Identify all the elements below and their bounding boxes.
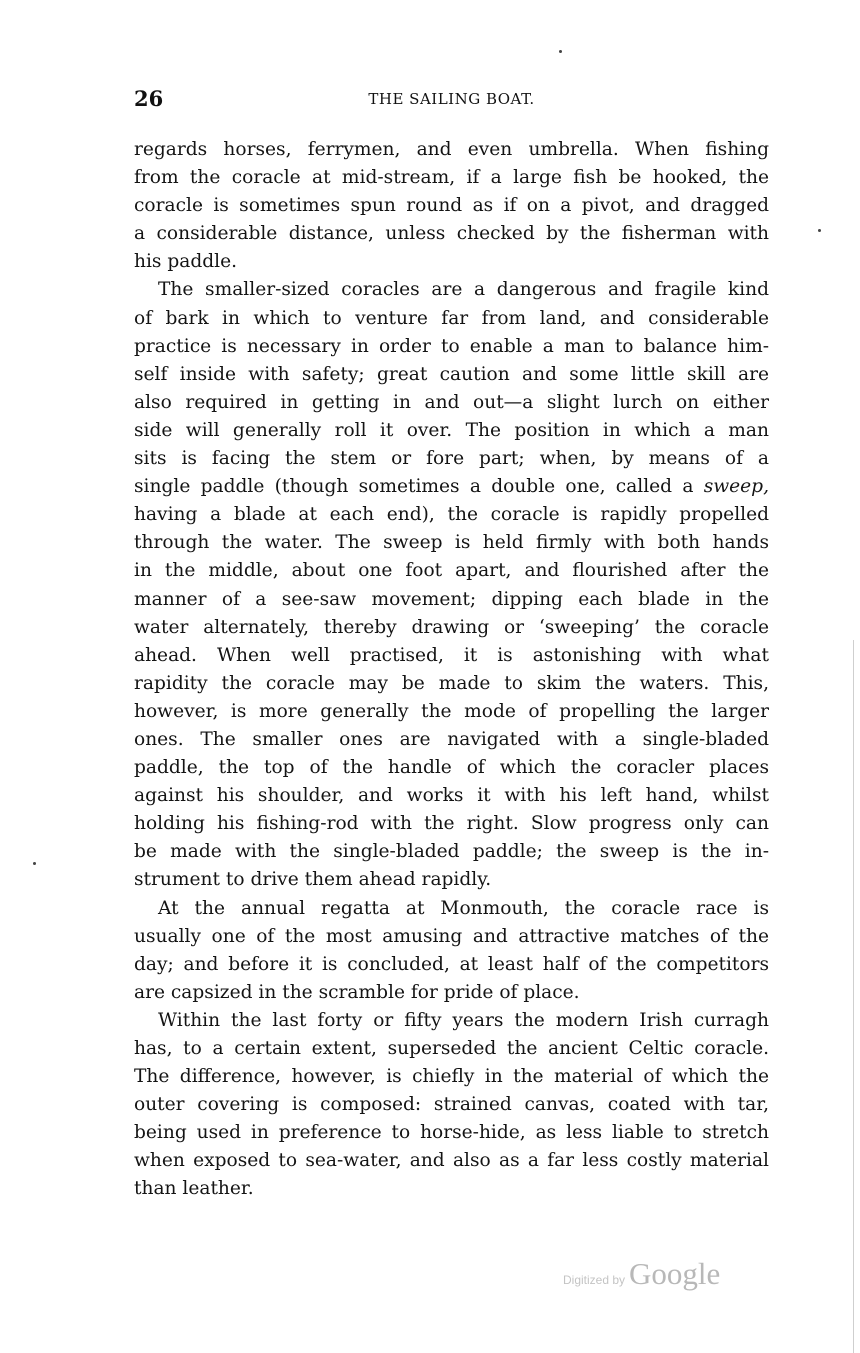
text-segment: single paddle (though sometimes a double one, called a [134, 476, 704, 498]
text-line: in the middle, about one foot apart, and flourished after the [134, 560, 769, 582]
text-line: side will generally roll it over. The position in which a man [134, 419, 769, 441]
text-line: against his shoulder, and works it with his left hand, whilst [134, 785, 769, 807]
text-line: sits is facing the stem or fore part; when, by means of a [134, 448, 769, 470]
running-title: THE SAILING BOAT. [368, 90, 535, 108]
text-line: coracle is sometimes spun round as if on a pivot, and dragged [134, 195, 769, 217]
text-line: has, to a certain extent, superseded the ancient Celtic coracle. [134, 1038, 769, 1059]
google-logo: Google [629, 1256, 721, 1291]
text-line: his paddle. [134, 251, 238, 273]
text-line: At the annual regatta at Monmouth, the coracle race is [158, 897, 769, 919]
text-line: outer covering is composed: strained canvas, coated with tar, [134, 1094, 769, 1116]
text-line: be made with the single-bladed paddle; the sweep is the in- [134, 841, 769, 863]
text-line: The smaller-sized coracles are a dangerous and fragile kind [158, 279, 769, 301]
page-header [134, 86, 769, 116]
text-line: day; and before it is concluded, at least half of the competitors [134, 953, 769, 975]
text-line: having a blade at each end), the coracle is rapidly propelled [134, 504, 769, 526]
digitized-by-google-watermark [563, 1256, 720, 1292]
text-line: ahead. When well practised, it is astonishing with what [134, 644, 769, 666]
text-line: also required in getting in and out—a slight lurch on either [134, 391, 769, 413]
paragraph-2 [134, 276, 769, 894]
text-line: paddle, the top of the handle of which the coracler places [134, 757, 769, 779]
text-line: being used in preference to horse-hide, as less liable to stretch [134, 1122, 769, 1144]
scan-speck [33, 862, 36, 865]
text-line-with-italic [134, 473, 769, 501]
text-line: however, is more generally the mode of propelling the larger [134, 700, 769, 722]
text-line: water alternately, thereby drawing or ‘sweeping’ the coracle [134, 616, 769, 638]
text-line: practice is necessary in order to enable a man to balance him- [134, 335, 769, 357]
text-line: from the coracle at mid-stream, if a large fish be hooked, the [134, 167, 769, 189]
text-line: manner of a see-saw movement; dipping each blade in the [134, 588, 769, 610]
paragraph-3 [134, 895, 769, 1007]
scan-speck [818, 229, 821, 232]
text-line: The difference, however, is chiefly in the material of which the [134, 1066, 769, 1088]
page-edge-line [853, 640, 854, 1353]
page-number: 26 [134, 86, 164, 111]
text-line: are capsized in the scramble for pride of place. [134, 981, 580, 1003]
text-line: a considerable distance, unless checked by the fisherman with [134, 223, 769, 245]
text-line: ones. The smaller ones are navigated with a single-bladed [134, 728, 769, 750]
paragraph-1 [134, 136, 769, 276]
paragraph-4 [134, 1007, 769, 1204]
watermark-prefix: Digitized by [563, 1273, 626, 1287]
scan-speck [559, 50, 562, 53]
text-line: of bark in which to venture far from land, and considerable [134, 307, 769, 329]
text-line: Within the last forty or fifty years the modern Irish curragh [158, 1009, 769, 1031]
page-body [134, 136, 769, 1204]
text-line: rapidity the coracle may be made to skim the waters. This, [134, 672, 769, 694]
text-line: usually one of the most amusing and attractive matches of the [134, 925, 769, 947]
text-line: regards horses, ferrymen, and even umbrella. When fishing [134, 139, 769, 160]
text-line: through the water. The sweep is held firmly with both hands [134, 532, 769, 554]
text-line: self inside with safety; great caution and some little skill are [134, 363, 769, 385]
text-line: than leather. [134, 1178, 254, 1200]
text-line: strument to drive them ahead rapidly. [134, 869, 492, 891]
text-line: holding his fishing-rod with the right. Slow progress only can [134, 813, 769, 835]
italic-term-sweep: sweep, [703, 476, 769, 498]
text-line: when exposed to sea-water, and also as a far less costly material [134, 1150, 769, 1172]
